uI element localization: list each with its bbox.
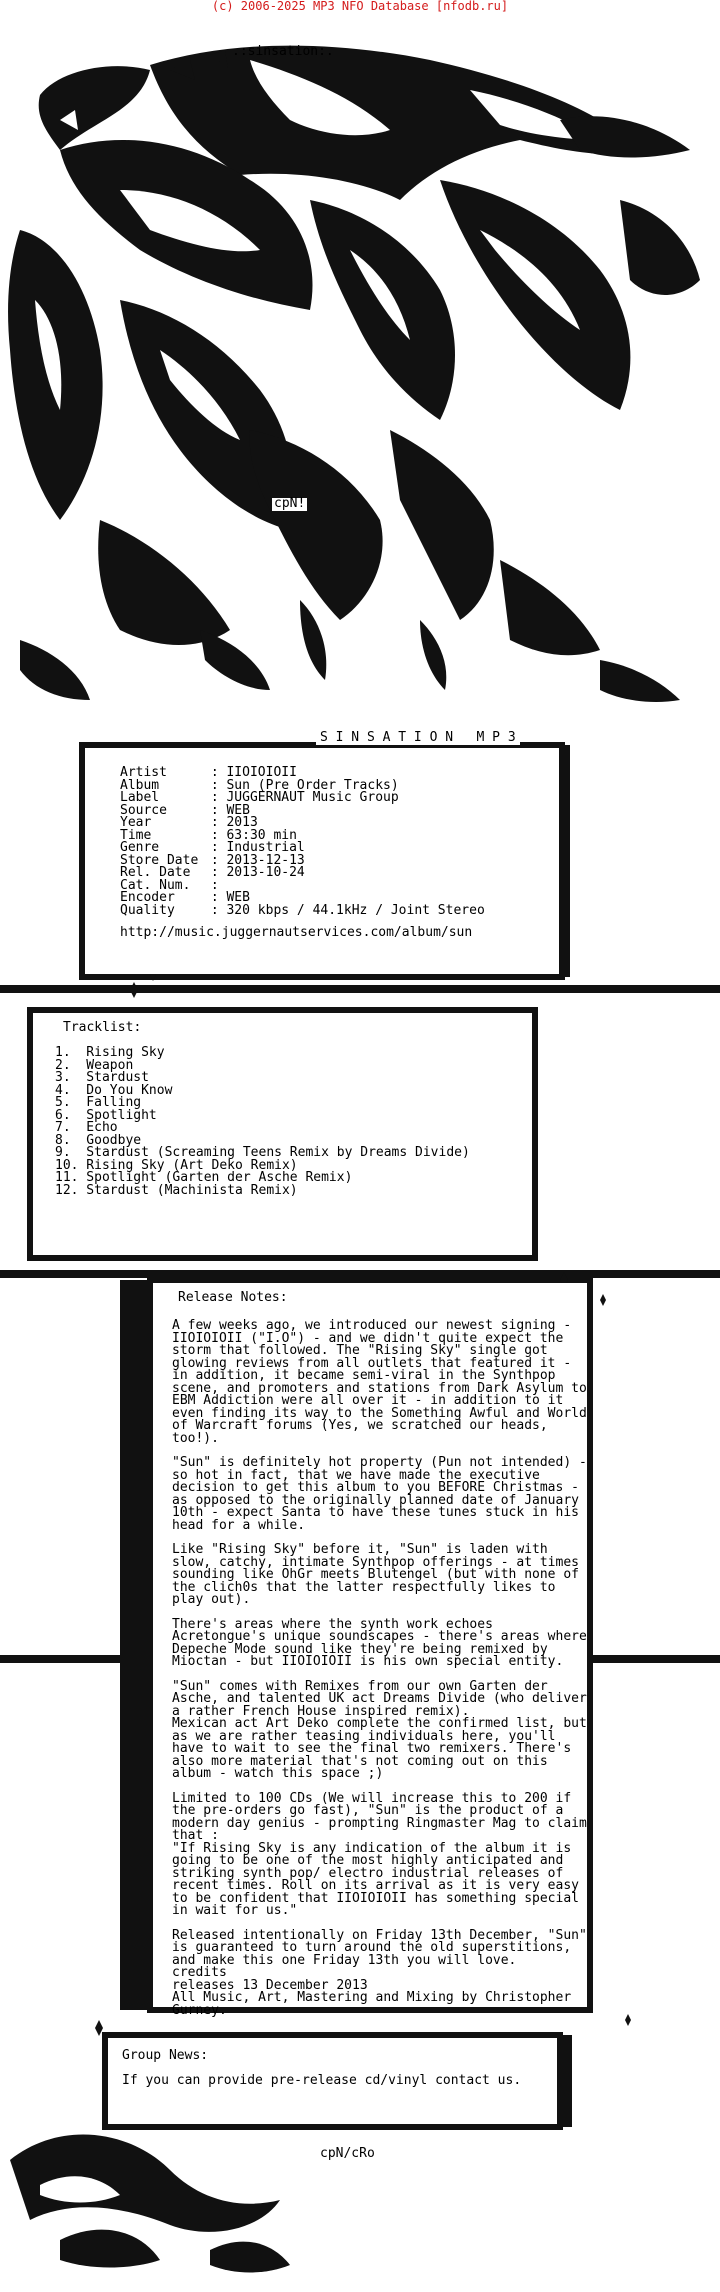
info-row: [120, 792, 485, 805]
release-info: [120, 767, 485, 917]
info-separator: :: [203, 890, 227, 905]
info-value: 320 kbps / 44.1kHz / Joint Stereo: [226, 902, 485, 918]
info-value: 63:30 min: [226, 827, 297, 843]
release-url[interactable]: http://music.juggernautservices.com/album/sun: [120, 925, 473, 940]
info-separator: :: [203, 902, 227, 918]
track-item: 4. Do You Know: [55, 1082, 173, 1098]
info-separator: :: [203, 777, 227, 793]
track-item: 5. Falling: [55, 1095, 142, 1110]
info-value: Sun (Pre Order Tracks): [226, 777, 399, 793]
info-value: Industrial: [226, 840, 305, 855]
info-key: Store Date: [120, 852, 199, 868]
track-item: 10. Rising Sky (Art Deko Remix): [55, 1157, 298, 1173]
header-title: S I N S A T I O N M P 3: [316, 732, 520, 745]
info-value: WEB: [226, 890, 250, 905]
info-separator: :: [203, 802, 227, 818]
info-key: Year: [120, 815, 152, 830]
info-separator: :: [203, 790, 227, 805]
credit-line: (c) 2006-2025 MP3 NFO Database [nfodb.ru]: [211, 0, 509, 13]
info-separator: :: [203, 852, 227, 868]
info-value: 2013: [226, 815, 258, 830]
track-item: 1. Rising Sky: [55, 1045, 165, 1060]
dragon-art: [8, 46, 700, 702]
info-separator: :: [203, 815, 227, 830]
group-banner: .:sinsation:.: [232, 44, 334, 59]
notes-paragraph: Limited to 100 CDs (We will increase this to 200 if the pre-orders go fast), "Sun" is the product of a modern day genius - prompting Ringmaster Mag to claim that : "If Rising Sky is any indication of the album it is going to be one of the most highly anticipated and striking synth pop/ electro industrial releases of recent times. Roll on its arrival as it is very easy to be confident that IIOIOIOII has something special in wait for us.": [172, 1790, 587, 1918]
info-separator: :: [203, 765, 227, 780]
info-key: Album: [120, 777, 160, 793]
notes-paragraph: "Sun" is definitely hot property (Pun not intended) - so hot in fact, that we have made the executive decision to get this album to you BEFORE Christmas - as opposed to the originally planned date of January 10th - expect Santa to have these tunes stuck in his head for a while.: [172, 1455, 587, 1533]
track-item: 6. Spotlight: [55, 1107, 157, 1123]
notes-paragraph: A few weeks ago, we introduced our newest signing - IIOIOIOII ("I.O") - and we didn't quite expect the storm that followed. The "Rising Sky" single got glowing reviews from all outlets that featured it - in addition, it became semi-viral in the Synthpop scene, and promoters and stations from Dark Asylum to EBM Addiction were all over it - in addition to it even finding its way to the Something Awful and World of Warcraft forums (Yes, we scratched our heads, too!).: [172, 1318, 587, 1446]
track-item: 12. Stardust (Machinista Remix): [55, 1182, 298, 1198]
info-row: [120, 802, 485, 818]
info-row: [120, 817, 485, 830]
notes-heading: Release Notes:: [178, 1290, 288, 1305]
group-news-heading: Group News:: [122, 2048, 209, 2063]
track-item: 11. Spotlight (Garten der Asche Remix): [55, 1170, 353, 1185]
track-item: 2. Weapon: [55, 1057, 134, 1073]
info-key: Artist: [120, 765, 167, 780]
notes-paragraph: Released intentionally on Friday 13th December, "Sun" is guaranteed to turn around the old superstitions, and make this one Friday 13th you will love. credits releases 13 December 2013 All Music, Art, Mastering and Mixing by Christopher Gurney.: [172, 1927, 587, 2018]
release-notes: [172, 1318, 587, 2029]
info-separator: :: [203, 877, 227, 893]
info-key: Cat. Num.: [120, 877, 191, 893]
art-signature: cpN!: [274, 496, 306, 511]
group-news-text: If you can provide pre-release cd/vinyl contact us.: [122, 2073, 522, 2088]
info-key: Quality: [120, 902, 175, 918]
notes-paragraph: Like "Rising Sky" before it, "Sun" is laden with slow, catchy, intimate Synthpop offerings - at times sounding like OhGr meets Blutengel (but with none of the clich0s that the latter respectfully likes to play out).: [172, 1542, 579, 1607]
notes-paragraph: There's areas where the synth work echoes Acretongue's unique soundscapes - there's areas where Depeche Mode sound like they're being remixed by Mioctan - but IIOIOIOII is his own special entity.: [172, 1616, 587, 1669]
tracklist: [55, 1047, 470, 1197]
track-item: 7. Echo: [55, 1120, 118, 1135]
info-key: Source: [120, 802, 167, 818]
tracklist-heading: Tracklist:: [63, 1020, 142, 1035]
info-key: Genre: [120, 840, 160, 855]
info-key: Rel. Date: [120, 865, 191, 880]
info-separator: :: [203, 865, 227, 880]
info-key: Encoder: [120, 890, 175, 905]
info-row: [120, 902, 485, 918]
track-item: 3. Stardust: [55, 1070, 149, 1085]
info-value: 2013-10-24: [226, 865, 305, 880]
bottom-ornament: [10, 2135, 290, 2273]
track-item: 8. Goodbye: [55, 1132, 142, 1148]
info-value: IIOIOIOII: [226, 765, 297, 780]
notes-paragraph: "Sun" comes with Remixes from our own Garten der Asche, and talented UK act Dreams Divide (who deliver a rather French House inspired remix). Mexican act Art Deko complete the confirmed list, but as we are rather teasing individuals here, you'll have to wait to see the final two remixers. There's also more material that's not coming out on this album - watch this space ;): [172, 1678, 587, 1781]
info-key: Label: [120, 790, 160, 805]
footer-signature: cpN/cRo: [320, 2146, 375, 2161]
info-value: JUGGERNAUT Music Group: [226, 790, 399, 805]
info-value: WEB: [226, 802, 250, 818]
info-separator: :: [203, 840, 227, 855]
info-separator: :: [203, 827, 227, 843]
track-item: 9. Stardust (Screaming Teens Remix by Dreams Divide): [55, 1145, 470, 1160]
info-value: 2013-12-13: [226, 852, 305, 868]
info-key: Time: [120, 827, 152, 843]
